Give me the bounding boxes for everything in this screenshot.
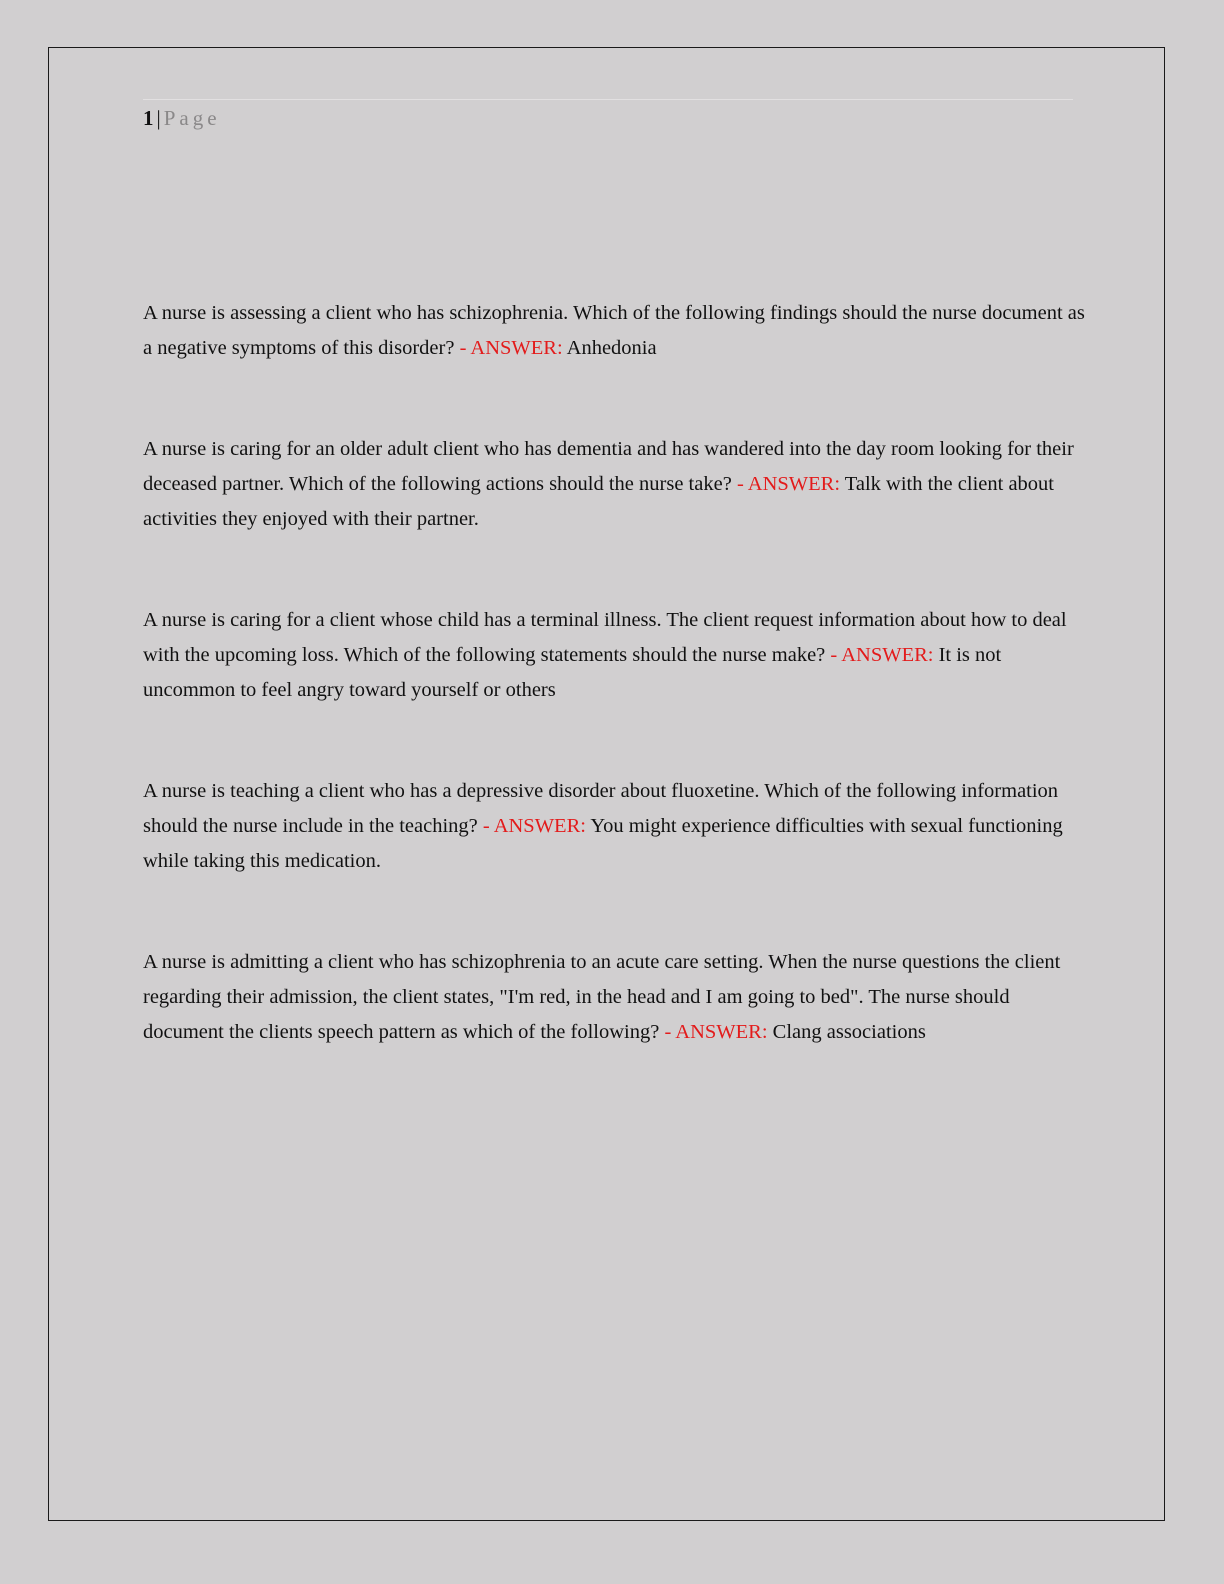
answer-text: Talk with the client about activities they enjoyed with their partner. xyxy=(143,473,1054,530)
answer-text: You might experience difficulties with sexual functioning while taking this medication. xyxy=(143,815,1063,872)
answer-marker: - ANSWER: xyxy=(830,644,934,666)
answer-text: It is not uncommon to feel angry toward yourself or others xyxy=(143,644,1002,701)
question-text: A nurse is teaching a client who has a depressive disorder about fluoxetine. Which of the following information should the nurse include in the teaching? xyxy=(143,780,1059,837)
question-text: A nurse is admitting a client who has schizophrenia to an acute care setting. When the nurse questions the client regarding their admission, the client states, "I'm red, in the head and I am going to bed". The nurse should document the clients speech pattern as which of the following? xyxy=(143,951,1061,1043)
answer-marker: - ANSWER: xyxy=(482,815,586,837)
answer-marker: - ANSWER: xyxy=(459,337,563,359)
page-label: Page xyxy=(163,106,221,130)
qa-item-2 xyxy=(143,432,1093,537)
page-header xyxy=(143,104,221,132)
qa-item-3 xyxy=(143,603,1093,708)
question-text: A nurse is assessing a client who has schizophrenia. Which of the following findings should the nurse document as a negative symptoms of this disorder? xyxy=(143,302,1085,359)
answer-text: Anhedonia xyxy=(566,337,657,359)
page-number: 1 xyxy=(143,106,154,130)
page-separator: | xyxy=(156,106,161,130)
header-rule xyxy=(143,99,1073,100)
qa-item-5 xyxy=(143,945,1093,1050)
qa-item-4 xyxy=(143,774,1093,879)
answer-marker: - ANSWER: xyxy=(736,473,841,495)
question-text: A nurse is caring for a client whose child has a terminal illness. The client request information about how to deal with the upcoming loss. Which of the following statements should the nurse make? xyxy=(143,609,1067,666)
answer-text: Clang associations xyxy=(772,1021,926,1043)
question-text: A nurse is caring for an older adult client who has dementia and has wandered into the day room looking for their deceased partner. Which of the following actions should the nurse take? xyxy=(143,438,1074,495)
answer-marker: - ANSWER: xyxy=(664,1021,768,1043)
qa-item-1 xyxy=(143,296,1093,366)
